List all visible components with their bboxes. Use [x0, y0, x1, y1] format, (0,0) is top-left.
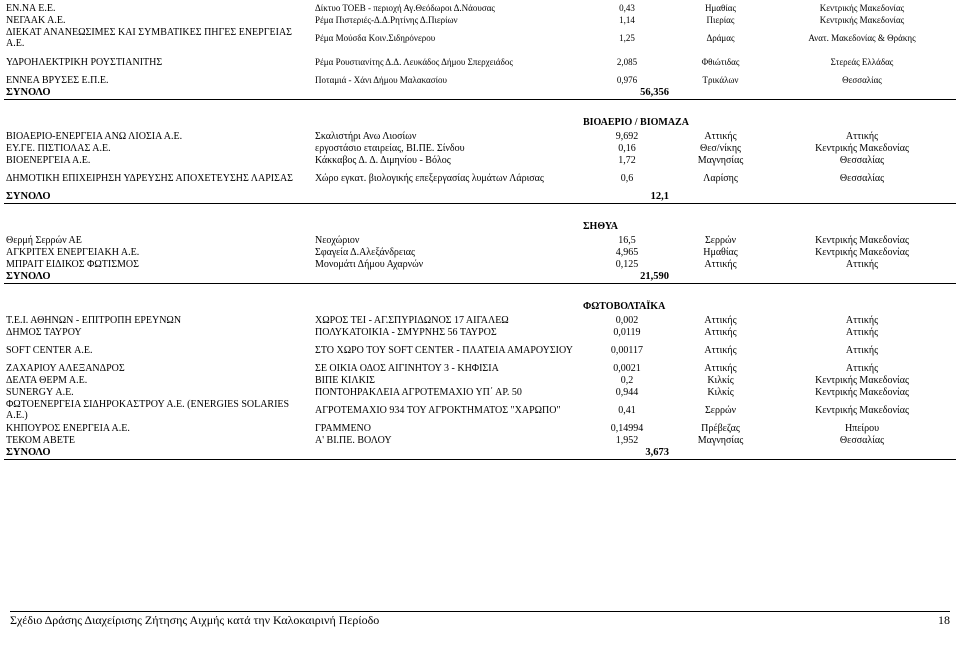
capacity-mw: 0,16	[618, 142, 636, 154]
site-name: ΦΩΤΟΕΝΕΡΓΕΙΑ ΣΙΔΗΡΟΚΑΣΤΡΟΥ Α.Ε. (ENERGIES SOLARIES Α.Ε.)	[6, 399, 290, 421]
table-row	[4, 50, 956, 74]
prefecture: Φθιώτιδας	[701, 57, 740, 67]
region: Θεσσαλίας	[839, 172, 885, 184]
prefecture: Αττικής	[704, 130, 737, 142]
site-name: ΕΝΝΕΑ ΒΡΥΣΕΣ Ε.Π.Ε.	[6, 74, 109, 86]
total-label: ΣΥΝΟΛΟ	[4, 446, 581, 460]
prefecture: Αττικής	[704, 258, 737, 270]
site-name: ΔΙΕΚΑΤ ΑΝΑΝΕΩΣΙΜΕΣ ΚΑΙ ΣΥΜΒΑΤΙΚΕΣ ΠΗΓΕΣ ΕΝΕΡΓΕΙΑΣ Α.Ε.	[6, 27, 292, 49]
table-row	[4, 154, 956, 166]
document-page	[4, 2, 956, 460]
prefecture: Ημαθίας	[703, 246, 738, 258]
capacity-mw: 0,14994	[610, 422, 644, 434]
site-location: ΠΟΝΤΟΗΡΑΚΛΕΙΑ ΑΓΡΟΤΕΜΑΧΙΟ ΥΠ΄ ΑΡ. 50	[315, 386, 522, 398]
spacer-cell	[768, 270, 956, 284]
total-label: ΣΥΝΟΛΟ	[4, 190, 581, 204]
prefecture: Δράμας	[706, 33, 735, 43]
site-name: ΕΝ.ΝΑ Ε.Ε.	[6, 2, 56, 14]
prefecture: Λαρίσης	[703, 172, 738, 184]
spacer-cell	[768, 86, 956, 100]
section-header-row	[4, 100, 956, 131]
site-location: Ρέμα Ρουστιανίτης Δ.Δ. Λευκάδος Δήμου Σπερχειάδος	[315, 57, 513, 67]
site-name: ΜΠΡΑΙΤ ΕΙΔΙΚΟΣ ΦΩΤΙΣΜΟΣ	[6, 258, 139, 270]
region: Ηπείρου	[844, 422, 880, 434]
region: Κεντρικής Μακεδονίας	[815, 142, 909, 154]
prefecture: Μαγνησίας	[697, 154, 744, 166]
site-location: Κάκκαβος Δ. Δ. Διμηνίου - Βόλος	[315, 154, 451, 166]
section-header: ΒΙΟΑΕΡΙΟ / ΒΙΟΜΑΖΑ	[583, 117, 689, 128]
site-location: Α' ΒΙ.ΠΕ. ΒΟΛΟΥ	[315, 434, 392, 446]
site-name: ΔΕΛΤΑ ΘΕΡΜ Α.Ε.	[6, 374, 88, 386]
region: Κεντρικής Μακεδονίας	[815, 386, 909, 398]
table-row	[4, 130, 956, 142]
spacer-cell	[768, 284, 956, 315]
section-header-row	[4, 204, 956, 235]
spacer-cell	[768, 446, 956, 460]
total-value: 12,1	[581, 190, 673, 204]
table-row	[4, 326, 956, 338]
prefecture: Μαγνησίας	[697, 434, 744, 446]
capacity-mw: 0,0021	[613, 362, 641, 374]
capacity-mw: 0,6	[620, 172, 634, 184]
region: Θεσσαλίας	[839, 154, 885, 166]
site-location: ΓΡΑΜΜΕΝΟ	[315, 422, 371, 434]
site-location: Ρέμα Πιστεριές-Δ.Δ.Ρητίνης Δ.Πιερίων	[315, 15, 458, 25]
region: Αττικής	[845, 314, 879, 326]
total-value: 56,356	[581, 86, 673, 100]
site-location: ΒΙΠΕ ΚΙΛΚΙΣ	[315, 374, 376, 386]
prefecture: Θεσ/νίκης	[699, 142, 742, 154]
capacity-mw: 0,43	[619, 3, 635, 13]
site-location: Νεοχώριον	[315, 234, 360, 246]
capacity-mw: 0,00117	[610, 344, 644, 356]
prefecture: Σερρών	[704, 234, 737, 246]
spacer-cell	[4, 204, 581, 235]
region: Κεντρικής Μακεδονίας	[815, 374, 909, 386]
site-name: ΒΙΟΑΕΡΙΟ-ΕΝΕΡΓΕΙΑ ΑΝΩ ΛΙΟΣΙΑ Α.Ε.	[6, 130, 183, 142]
region: Ανατ. Μακεδονίας & Θράκης	[808, 33, 916, 43]
table-row	[4, 234, 956, 246]
site-location: εργοστάσιο εταιρείας, ΒΙ.ΠΕ. Σίνδου	[315, 142, 465, 154]
table-body	[4, 2, 956, 460]
section-header: ΣΗΘΥΑ	[583, 221, 618, 232]
prefecture: Αττικής	[704, 362, 737, 374]
site-location: Σκαλιστήρι Ανω Λιοσίων	[315, 130, 417, 142]
site-location: Μονομάτι Δήμου Αχαρνών	[315, 258, 424, 270]
capacity-mw: 0,0119	[613, 326, 641, 338]
spacer-cell	[673, 86, 768, 100]
spacer-cell	[4, 284, 581, 315]
prefecture: Σερρών	[704, 404, 737, 416]
site-location: ΣΕ ΟΙΚΙΑ ΟΔΟΣ ΑΙΓΙΝΗΤΟΥ 3 - ΚΗΦΙΣΙΑ	[315, 362, 499, 374]
region: Κεντρικής Μακεδονίας	[815, 246, 909, 258]
energy-sites-table	[4, 2, 956, 460]
region: Θεσσαλίας	[839, 434, 885, 446]
spacer-cell	[673, 270, 768, 284]
capacity-mw: 1,72	[618, 154, 636, 166]
region: Αττικής	[845, 258, 879, 270]
table-row	[4, 434, 956, 446]
capacity-mw: 0,125	[615, 258, 639, 270]
table-row	[4, 166, 956, 190]
spacer-cell	[768, 190, 956, 204]
region: Κεντρικής Μακεδονίας	[815, 404, 909, 416]
table-row	[4, 398, 956, 422]
page-number: 18	[938, 613, 950, 627]
table-row	[4, 2, 956, 14]
region: Κεντρικής Μακεδονίας	[815, 234, 909, 246]
site-name: ΕΥ.ΓΕ. ΠΙΣΤΙΟΛΑΣ Α.Ε.	[6, 142, 111, 154]
page-footer	[10, 611, 950, 628]
region: Αττικής	[845, 344, 879, 356]
prefecture: Πιερίας	[706, 15, 735, 25]
spacer-cell	[768, 100, 956, 131]
table-row	[4, 374, 956, 386]
site-location: Ποταμιά - Χάνι Δήμου Μαλακασίου	[315, 75, 447, 85]
site-name: ΥΔΡΟΗΛΕΚΤΡΙΚΗ ΡΟΥΣΤΙΑΝΙΤΗΣ	[6, 56, 163, 68]
table-row	[4, 246, 956, 258]
region: Αττικής	[845, 130, 879, 142]
capacity-mw: 4,965	[615, 246, 639, 258]
prefecture: Κιλκίς	[707, 374, 734, 386]
total-row	[4, 270, 956, 284]
site-name: SOFT CENTER Α.Ε.	[6, 344, 93, 356]
capacity-mw: 0,41	[618, 404, 636, 416]
total-row	[4, 446, 956, 460]
site-location: Σφαγεία Δ.Αλεξάνδρειας	[315, 246, 415, 258]
site-location: ΠΟΛΥΚΑΤΟΙΚΙΑ - ΣΜΥΡΝΗΣ 56 ΤΑΥΡΟΣ	[315, 326, 497, 338]
table-row	[4, 314, 956, 326]
prefecture: Κιλκίς	[707, 386, 734, 398]
region: Αττικής	[845, 362, 879, 374]
table-row	[4, 142, 956, 154]
total-value: 3,673	[581, 446, 673, 460]
prefecture: Αττικής	[704, 314, 737, 326]
footer-title: Σχέδιο Δράσης Διαχείρισης Ζήτησης Αιχμής κατά την Καλοκαιρινή Περίοδο	[10, 613, 380, 627]
site-location: ΑΓΡΟΤΕΜΑΧΙΟ 934 ΤΟΥ ΑΓΡΟΚΤΗΜΑΤΟΣ "ΧΑΡΩΠΟ"	[315, 404, 561, 416]
site-name: Θερμή Σερρών ΑΕ	[6, 234, 82, 246]
table-row	[4, 422, 956, 434]
site-name: ΔΗΜΟΤΙΚΗ ΕΠΙΧΕΙΡΗΣΗ ΥΔΡΕΥΣΗΣ ΑΠΟΧΕΤΕΥΣΗΣ ΛΑΡΙΣΑΣ	[6, 172, 293, 184]
table-row	[4, 362, 956, 374]
prefecture: Αττικής	[704, 344, 737, 356]
spacer-cell	[768, 204, 956, 235]
capacity-mw: 0,944	[615, 386, 639, 398]
site-location: Χώρο εγκατ. βιολογικής επεξεργασίας λυμάτων Λάρισας	[315, 172, 544, 184]
total-label: ΣΥΝΟΛΟ	[4, 270, 581, 284]
spacer-cell	[673, 446, 768, 460]
total-row	[4, 86, 956, 100]
capacity-mw: 1,14	[619, 15, 635, 25]
site-name: ΖΑΧΑΡΙΟΥ ΑΛΕΞΑΝΔΡΟΣ	[6, 362, 125, 374]
table-row	[4, 258, 956, 270]
table-row	[4, 386, 956, 398]
region: Κεντρικής Μακεδονίας	[819, 15, 905, 25]
capacity-mw: 9,692	[615, 130, 639, 142]
site-location: Ρέμα Μούσδα Κοιν.Σιδηρόνερου	[315, 33, 436, 43]
prefecture: Τρικάλων	[702, 75, 739, 85]
section-header: ΦΩΤΟΒΟΛΤΑΪΚΑ	[583, 301, 666, 312]
site-name: ΚΗΠΟΥΡΟΣ ΕΝΕΡΓΕΙΑ Α.Ε.	[6, 422, 130, 434]
table-row	[4, 14, 956, 26]
site-name: Τ.Ε.Ι. ΑΘΗΝΩΝ - ΕΠΙΤΡΟΠΗ ΕΡΕΥΝΩΝ	[6, 314, 182, 326]
capacity-mw: 1,952	[615, 434, 639, 446]
site-name: ΑΓΚΡΙΤΕΧ ΕΝΕΡΓΕΙΑΚΗ Α.Ε.	[6, 246, 140, 258]
prefecture: Ημαθίας	[704, 3, 737, 13]
capacity-mw: 2,085	[616, 57, 638, 67]
table-row	[4, 338, 956, 362]
prefecture: Αττικής	[704, 326, 737, 338]
site-name: SUNERGY Α.Ε.	[6, 386, 74, 398]
section-header-row	[4, 284, 956, 315]
table-row	[4, 74, 956, 86]
capacity-mw: 0,976	[616, 75, 638, 85]
capacity-mw: 16,5	[618, 234, 636, 246]
region: Στερεάς Ελλάδας	[830, 57, 894, 67]
site-name: ΔΗΜΟΣ ΤΑΥΡΟΥ	[6, 326, 82, 338]
site-location: ΣΤΟ ΧΩΡΟ ΤΟΥ SOFT CENTER - ΠΛΑΤΕΙΑ ΑΜΑΡΟΥΣΙΟΥ	[315, 344, 573, 356]
site-name: ΒΙΟΕΝΕΡΓΕΙΑ Α.Ε.	[6, 154, 91, 166]
prefecture: Πρέβεζας	[701, 422, 740, 434]
region: Κεντρικής Μακεδονίας	[819, 3, 905, 13]
capacity-mw: 0,002	[615, 314, 639, 326]
table-row	[4, 26, 956, 50]
site-name: ΝΕΓΑΑΚ Α.Ε.	[6, 14, 66, 26]
total-row	[4, 190, 956, 204]
spacer-cell	[673, 190, 768, 204]
site-location: ΧΩΡΟΣ ΤΕΙ - ΑΓ.ΣΠΥΡΙΔΩΝΟΣ 17 ΑΙΓΑΛΕΩ	[315, 314, 509, 326]
total-value: 21,590	[581, 270, 673, 284]
total-label: ΣΥΝΟΛΟ	[4, 86, 581, 100]
spacer-cell	[4, 100, 581, 131]
capacity-mw: 0,2	[620, 374, 634, 386]
site-name: ΤΕΚΟΜ ΑΒΕΤΕ	[6, 434, 76, 446]
capacity-mw: 1,25	[619, 33, 635, 43]
region: Αττικής	[845, 326, 879, 338]
site-location: Δίκτυο ΤΟΕΒ - περιοχή Αγ.Θεόδωροι Δ.Νάουσας	[315, 3, 495, 13]
region: Θεσσαλίας	[842, 75, 882, 85]
